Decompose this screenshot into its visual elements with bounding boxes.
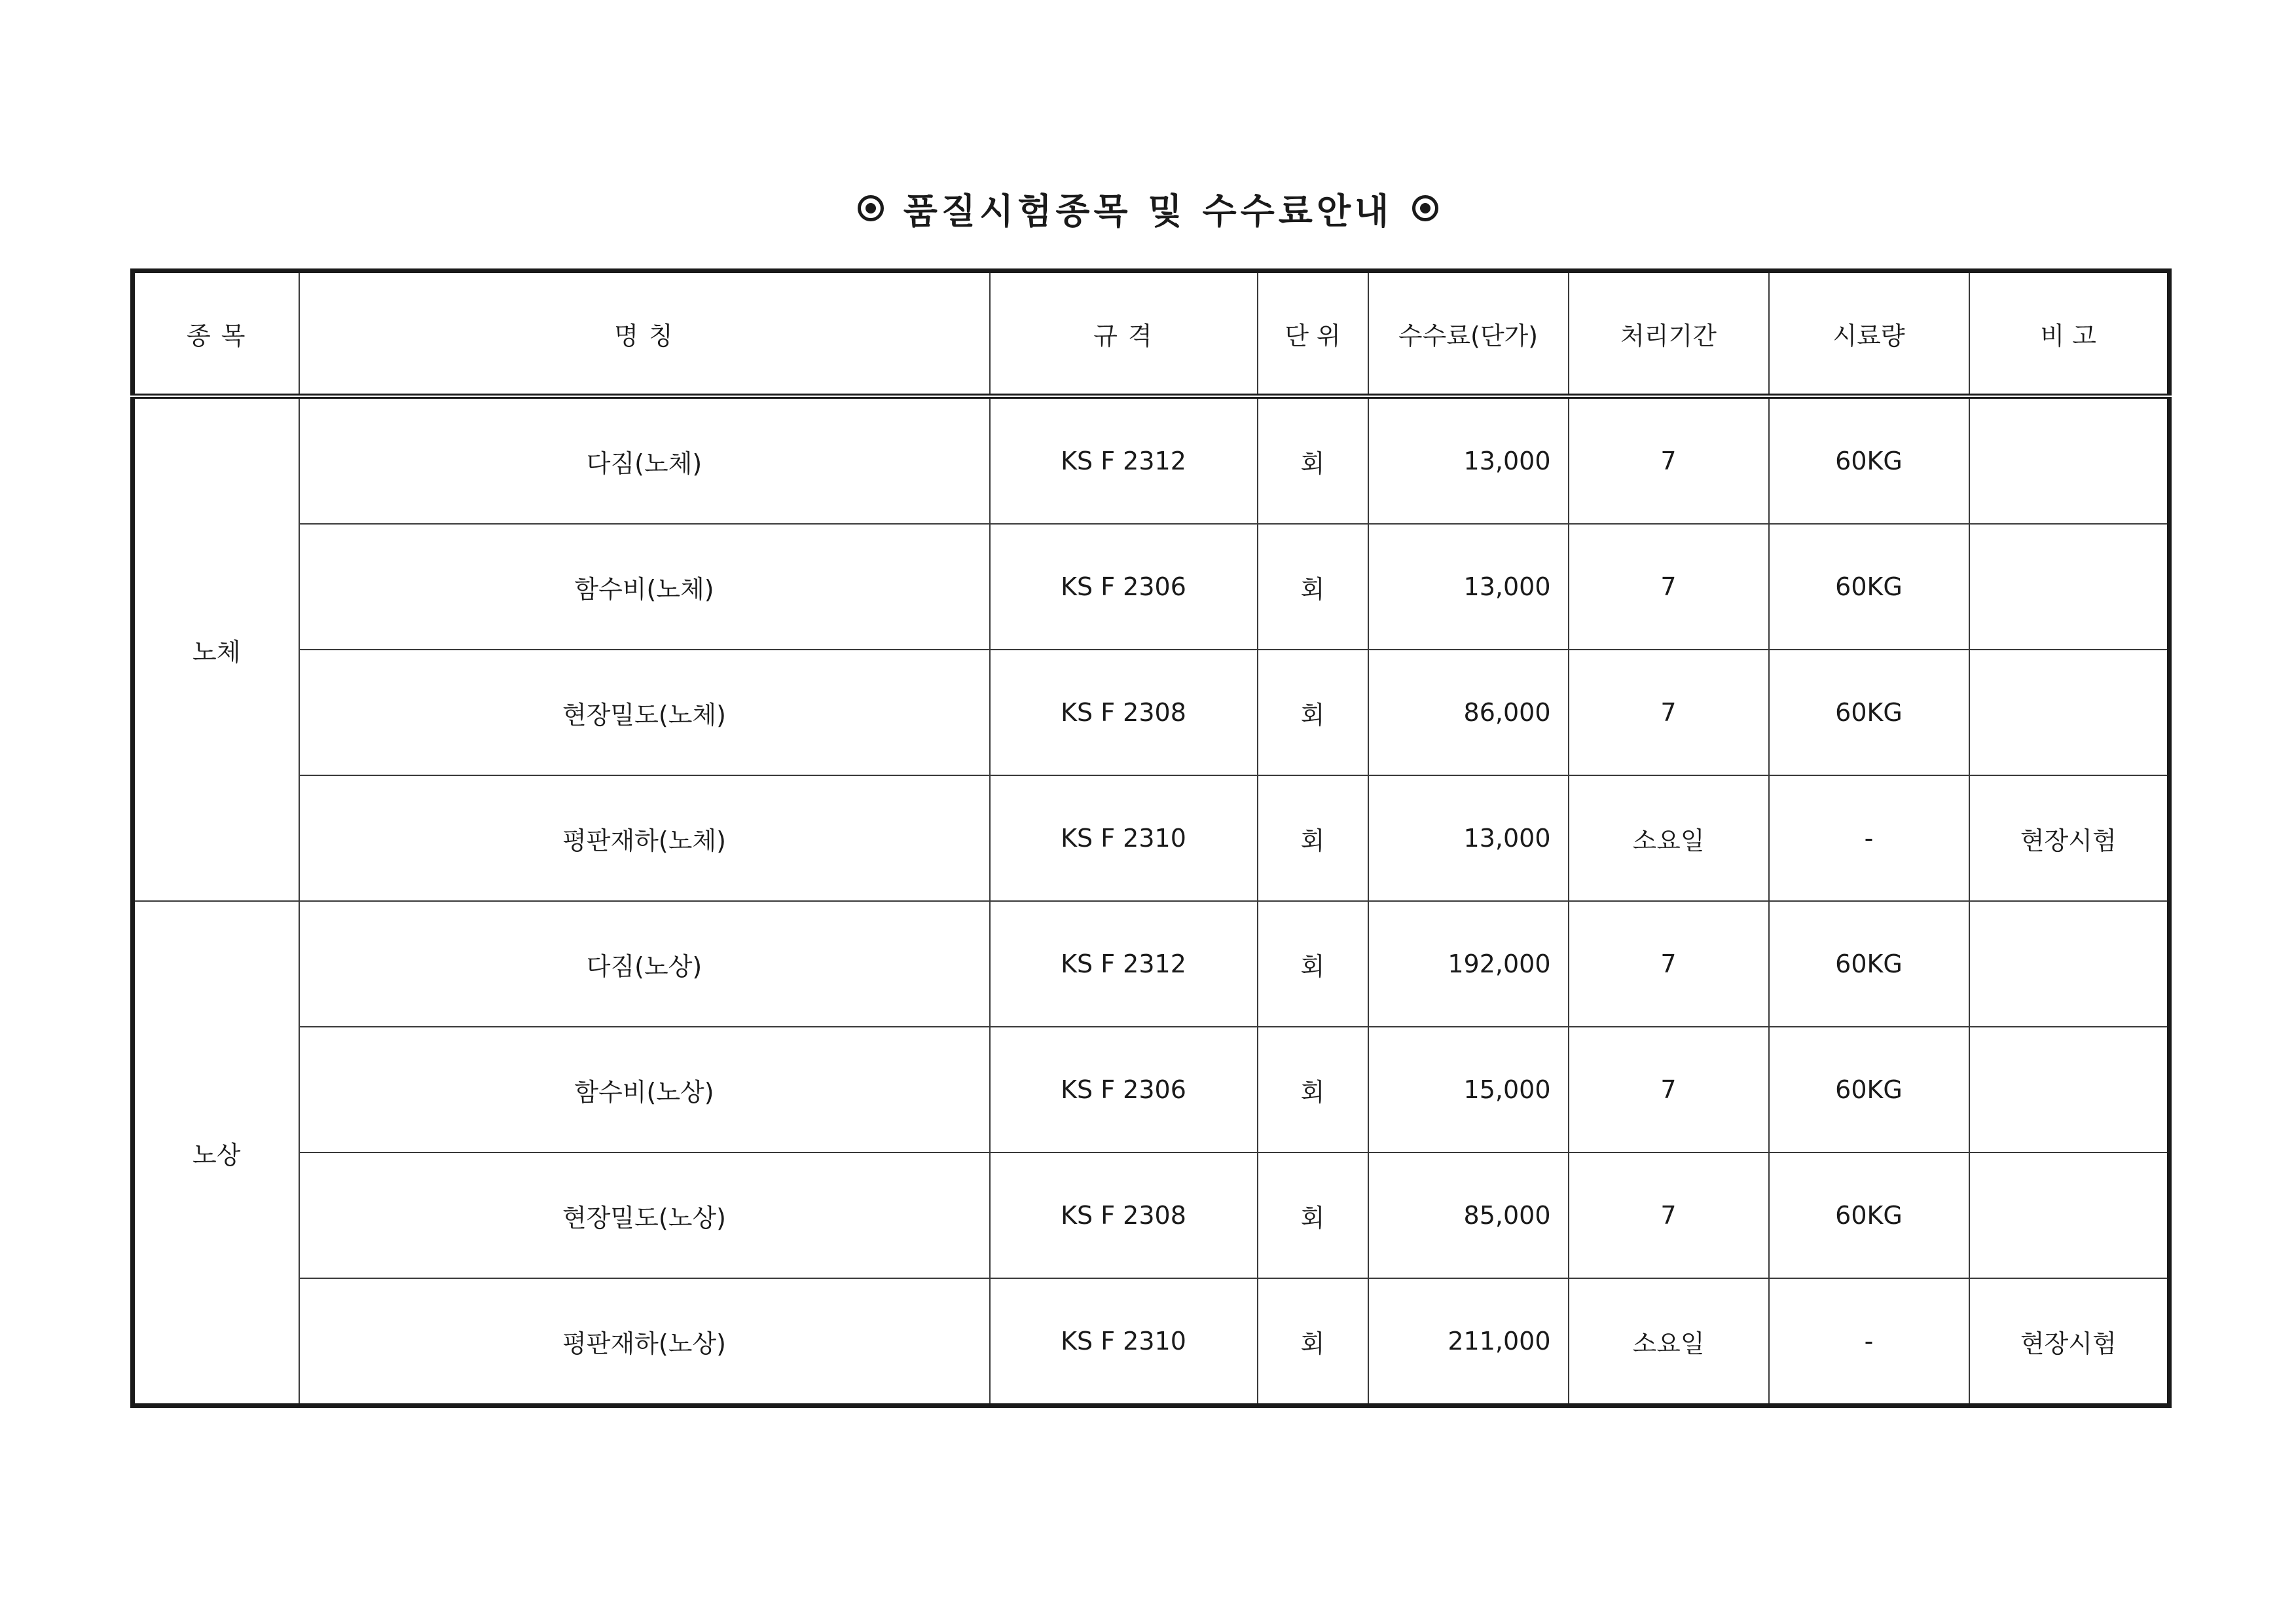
note-cell xyxy=(1969,1027,2170,1153)
spec-cell: KS F 2310 xyxy=(990,1278,1258,1406)
name-cell: 다짐(노체) xyxy=(299,396,990,524)
name-cell: 다짐(노상) xyxy=(299,901,990,1027)
sample-cell: 60KG xyxy=(1769,1027,1969,1153)
name-cell: 평판재하(노체) xyxy=(299,775,990,901)
name-cell: 함수비(노상) xyxy=(299,1027,990,1153)
sample-cell: 60KG xyxy=(1769,396,1969,524)
name-cell: 평판재하(노상) xyxy=(299,1278,990,1406)
header-fee: 수수료(단가) xyxy=(1368,271,1569,397)
category-cell: 노상 xyxy=(133,901,299,1406)
unit-cell: 회 xyxy=(1258,775,1368,901)
sample-cell: 60KG xyxy=(1769,650,1969,775)
header-spec: 규 격 xyxy=(990,271,1258,397)
spec-cell: KS F 2310 xyxy=(990,775,1258,901)
table-row xyxy=(133,775,2170,901)
table-row xyxy=(133,1153,2170,1278)
header-row xyxy=(133,271,2170,397)
sample-cell: 60KG xyxy=(1769,901,1969,1027)
bullseye-icon xyxy=(858,195,884,221)
note-cell xyxy=(1969,1153,2170,1278)
sample-cell: 60KG xyxy=(1769,1153,1969,1278)
unit-cell: 회 xyxy=(1258,901,1368,1027)
period-cell: 소요일 xyxy=(1569,775,1769,901)
unit-cell: 회 xyxy=(1258,1027,1368,1153)
sample-cell: 60KG xyxy=(1769,524,1969,650)
fee-cell: 192,000 xyxy=(1368,901,1569,1027)
unit-cell: 회 xyxy=(1258,524,1368,650)
period-cell: 7 xyxy=(1569,650,1769,775)
note-cell xyxy=(1969,650,2170,775)
table-row xyxy=(133,650,2170,775)
spec-cell: KS F 2308 xyxy=(990,650,1258,775)
category-cell: 노체 xyxy=(133,396,299,901)
table-row xyxy=(133,1027,2170,1153)
period-cell: 7 xyxy=(1569,1153,1769,1278)
fee-cell: 13,000 xyxy=(1368,524,1569,650)
period-cell: 7 xyxy=(1569,1027,1769,1153)
bullseye-icon xyxy=(1412,195,1438,221)
fee-cell: 13,000 xyxy=(1368,775,1569,901)
note-cell xyxy=(1969,524,2170,650)
period-cell: 7 xyxy=(1569,524,1769,650)
note-cell: 현장시험 xyxy=(1969,1278,2170,1406)
name-cell: 현장밀도(노체) xyxy=(299,650,990,775)
note-cell: 현장시험 xyxy=(1969,775,2170,901)
sample-cell: - xyxy=(1769,1278,1969,1406)
fee-cell: 15,000 xyxy=(1368,1027,1569,1153)
header-unit: 단 위 xyxy=(1258,271,1368,397)
table-row xyxy=(133,901,2170,1027)
table-row xyxy=(133,396,2170,524)
table-row xyxy=(133,524,2170,650)
unit-cell: 회 xyxy=(1258,396,1368,524)
period-cell: 7 xyxy=(1569,396,1769,524)
period-cell: 소요일 xyxy=(1569,1278,1769,1406)
fee-cell: 86,000 xyxy=(1368,650,1569,775)
name-cell: 현장밀도(노상) xyxy=(299,1153,990,1278)
fee-table xyxy=(130,268,2172,1408)
fee-cell: 85,000 xyxy=(1368,1153,1569,1278)
header-category: 종 목 xyxy=(133,271,299,397)
spec-cell: KS F 2308 xyxy=(990,1153,1258,1278)
spec-cell: KS F 2312 xyxy=(990,901,1258,1027)
fee-cell: 13,000 xyxy=(1368,396,1569,524)
header-period: 처리기간 xyxy=(1569,271,1769,397)
period-cell: 7 xyxy=(1569,901,1769,1027)
note-cell xyxy=(1969,901,2170,1027)
sample-cell: - xyxy=(1769,775,1969,901)
header-note: 비 고 xyxy=(1969,271,2170,397)
note-cell xyxy=(1969,396,2170,524)
spec-cell: KS F 2306 xyxy=(990,524,1258,650)
title-text: 품질시험종목 및 수수료안내 xyxy=(903,190,1393,232)
name-cell: 함수비(노체) xyxy=(299,524,990,650)
header-sample: 시료량 xyxy=(1769,271,1969,397)
spec-cell: KS F 2312 xyxy=(990,396,1258,524)
header-name: 명 칭 xyxy=(299,271,990,397)
table-row xyxy=(133,1278,2170,1406)
spec-cell: KS F 2306 xyxy=(990,1027,1258,1153)
page-title xyxy=(0,175,2296,241)
unit-cell: 회 xyxy=(1258,1153,1368,1278)
unit-cell: 회 xyxy=(1258,1278,1368,1406)
unit-cell: 회 xyxy=(1258,650,1368,775)
fee-cell: 211,000 xyxy=(1368,1278,1569,1406)
